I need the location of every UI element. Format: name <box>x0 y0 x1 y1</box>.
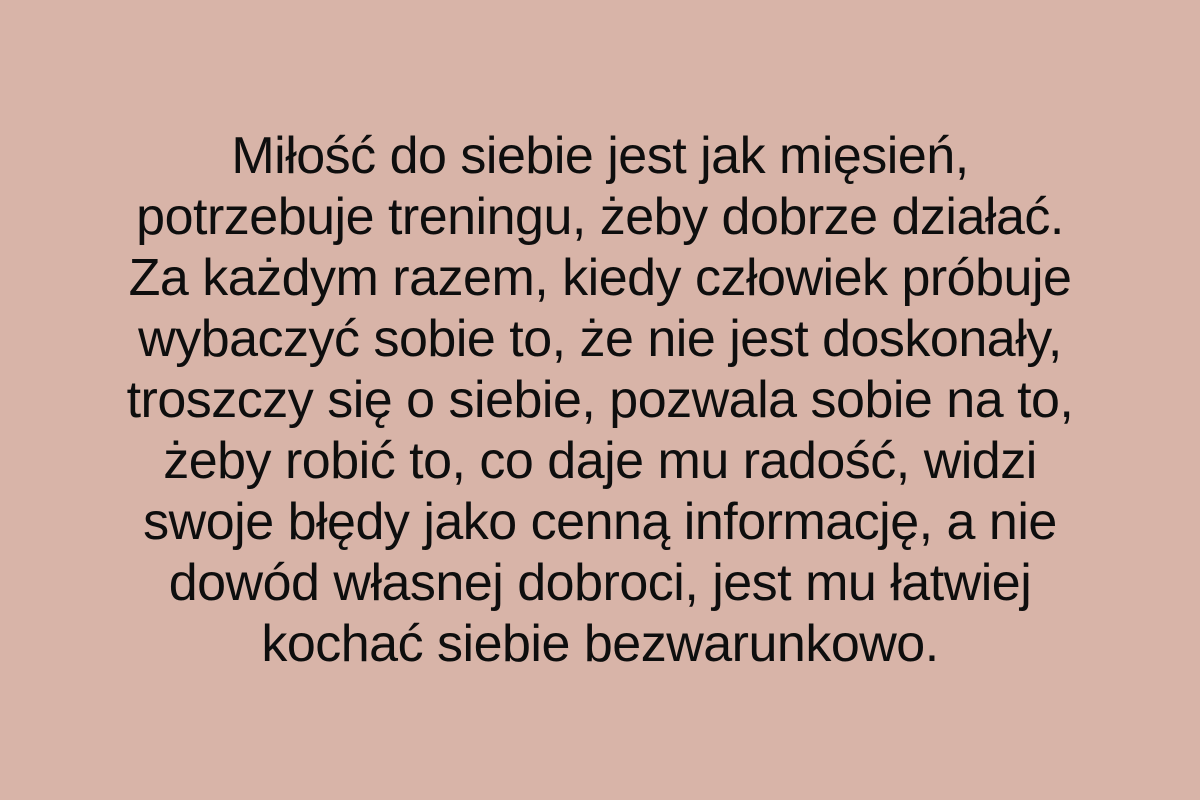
quote-text <box>127 126 1074 675</box>
quote-line: Za każdym razem, kiedy człowiek próbuje <box>128 248 1072 307</box>
quote-line: dowód własnej dobroci, jest mu łatwiej <box>168 553 1032 612</box>
quote-line: żeby robić to, co daje mu radość, widzi <box>163 431 1037 490</box>
quote-line: troszczy się o siebie, pozwala sobie na to, <box>126 370 1074 429</box>
quote-line: swoje błędy jako cenną informację, a nie <box>143 492 1057 551</box>
quote-line: Miłość do siebie jest jak mięsień, <box>231 126 969 185</box>
quote-line: potrzebuje treningu, żeby dobrze działać. <box>136 187 1064 246</box>
quote-line: kochać siebie bezwarunkowo. <box>261 614 939 673</box>
quote-line: wybaczyć sobie to, że nie jest doskonały, <box>138 309 1062 368</box>
